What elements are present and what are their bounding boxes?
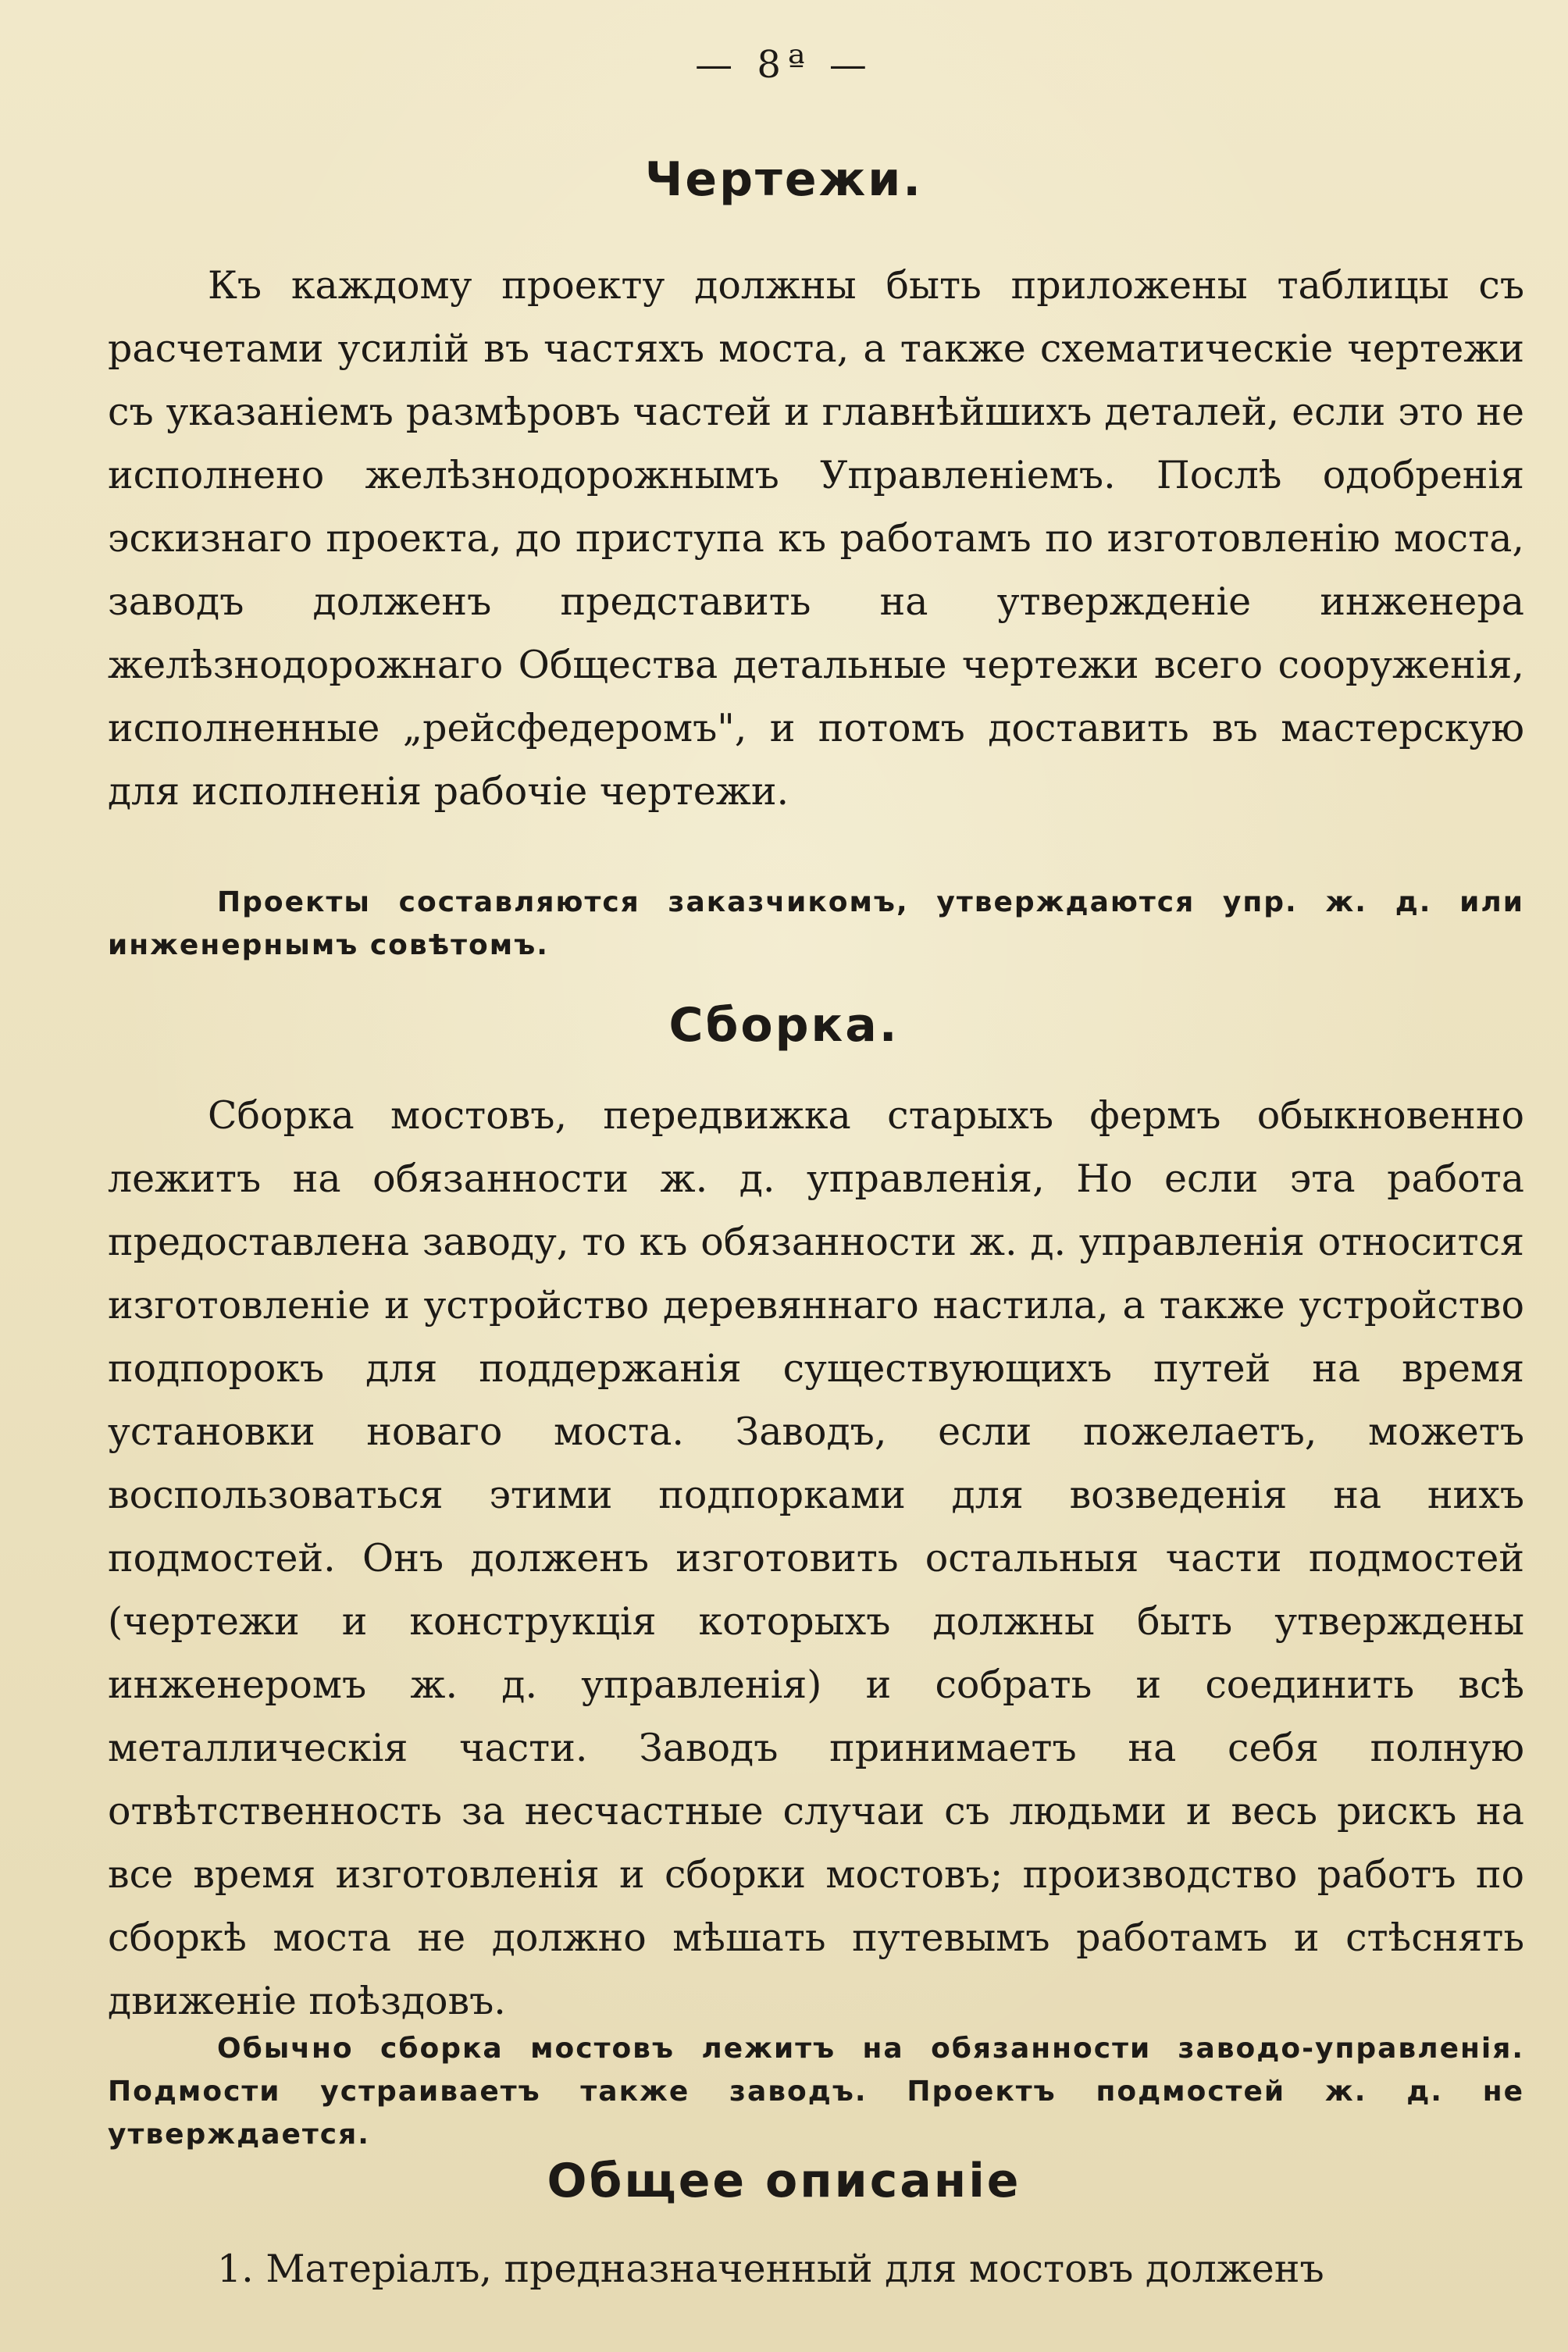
- heading-general-description: Общее описаніе: [547, 2154, 1021, 2208]
- paragraph-drawings: Къ каждому проекту должны быть приложены таблицы съ расчетами усилій въ частяхъ моста, а также схематическіе чертежи съ указаніемъ размѣровъ частей и главнѣйшихъ деталей, если это не исполнено желѣзнодорожнымъ Управленіемъ. Послѣ одобренія эскизнаго проекта, до приступа къ работамъ по изготовленію моста, заводъ долженъ представить на утвержденіе инженера желѣзнодорожнаго Общества детальные чертежи всего сооруженія, исполненные „рейсфедеромъ", и потомъ доставить въ мастерскую для исполненія рабочіе чертежи.: [108, 263, 1524, 814]
- list-item-1: 1. Матеріалъ, предназначенный для мостовъ долженъ: [217, 2247, 1324, 2291]
- note-assembly: Обычно сборка мостовъ лежитъ на обязанности заводо-управленія. Подмости устраиваетъ также заводъ. Проектъ подмостей ж. д. не утверждается.: [108, 2033, 1524, 2151]
- heading-assembly: Сборка.: [668, 998, 900, 1053]
- heading-drawings: Чертежи.: [644, 152, 924, 207]
- paragraph-assembly: Сборка мостовъ, передвижка старыхъ фермъ обыкновенно лежитъ на обязанности ж. д. управленія, Но если эта работа предоставлена заводу, то къ обязанности ж. д. управленія относится изготовленіе и устройство деревяннаго настила, а также устройство подпорокъ для поддержанія существующихъ путей на время установки новаго моста. Заводъ, если пожелаетъ, можетъ воспользоваться этими подпорками для возведенія на нихъ подмостей. Онъ долженъ изготовить остальныя части подмостей (чертежи и конструкція которыхъ должны быть утверждены инженеромъ ж. д. управленія) и собрать и соединить всѣ металлическія части. Заводъ принимаетъ на себя полную отвѣтственность за несчастные случаи съ людьми и весь рискъ на все время изготовленія и сборки мостовъ; производство работъ по сборкѣ моста не должно мѣшать путевымъ работамъ и стѣснять движеніе поѣздовъ.: [108, 1093, 1524, 2023]
- note-drawings: Проекты составляются заказчикомъ, утверждаются упр. ж. д. или инженернымъ совѣтомъ.: [108, 886, 1524, 961]
- page-number: — 8ª —: [695, 43, 873, 87]
